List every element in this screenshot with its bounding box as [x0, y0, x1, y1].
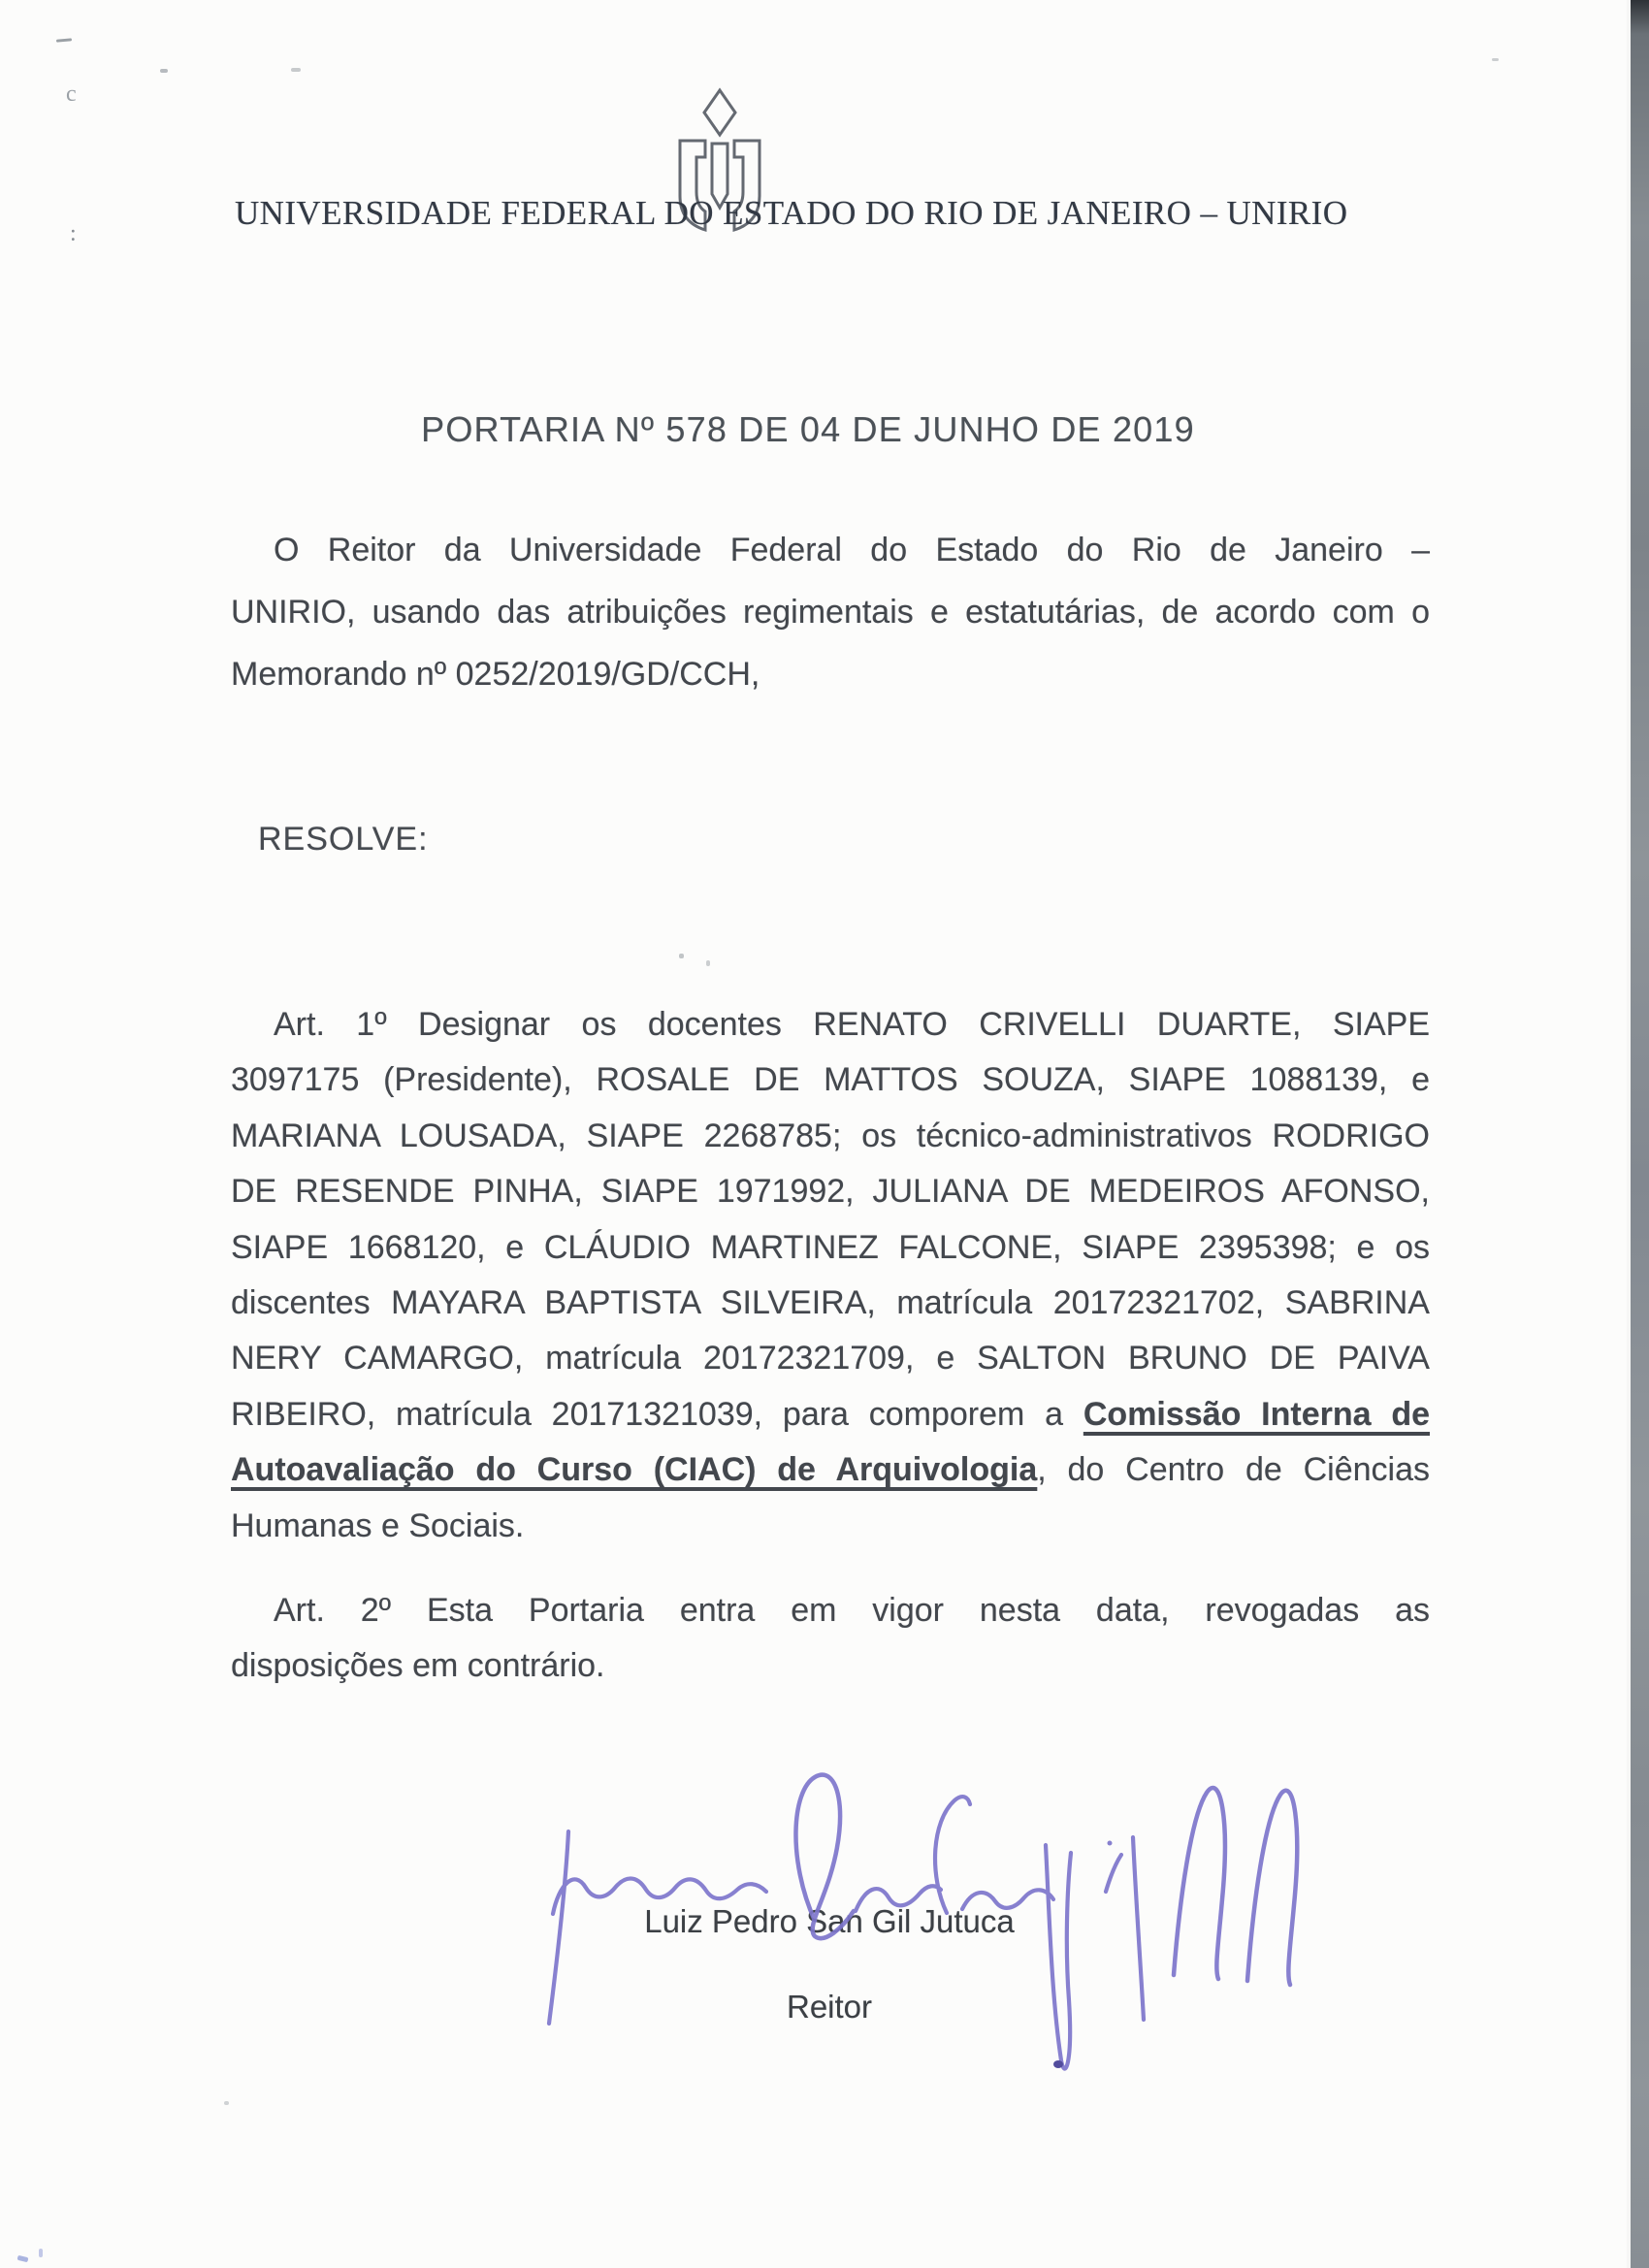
- paragraph-line: SIAPE 1668120, e CLÁUDIO MARTINEZ FALCONE, SIAPE 2395398; e os: [231, 1228, 1430, 1266]
- signature-stroke: [1174, 1788, 1225, 1979]
- paragraph-line: NERY CAMARGO, matrícula 20172321709, e SALTON BRUNO DE PAIVA: [231, 1340, 1430, 1377]
- signatory-name: Luiz Pedro San Gil Jutuca: [644, 1903, 1015, 1939]
- paragraph-line: [231, 1387, 1430, 1442]
- paragraph-line: DE RESENDE PINHA, SIAPE 1971992, JULIANA DE MEDEIROS AFONSO,: [231, 1173, 1430, 1211]
- resolve-label: RESOLVE:: [258, 821, 429, 858]
- scan-speck: [291, 68, 301, 72]
- signature-stroke: [1247, 1791, 1297, 1985]
- scanner-edge-artifact: [1627, 0, 1649, 2268]
- scan-speck: c: [66, 81, 77, 107]
- paragraph-line: disposições em contrário.: [231, 1647, 605, 1685]
- signatory-role: Reitor: [786, 1989, 873, 2025]
- scan-speck: [1492, 58, 1499, 61]
- signature-stroke: [1106, 1855, 1121, 1892]
- logo-diamond: [704, 90, 735, 135]
- signature-stroke: [1046, 1845, 1071, 2069]
- paragraph-line: [231, 1442, 1430, 1498]
- scan-speck: [160, 69, 168, 73]
- preamble-paragraph: [231, 519, 1430, 705]
- paragraph-line: MARIANA LOUSADA, SIAPE 2268785; os técnico-administrativos RODRIGO: [231, 1117, 1430, 1154]
- scan-speck: [56, 38, 72, 42]
- university-name: UNIVERSIDADE FEDERAL DO ESTADO DO RIO DE JANEIRO – UNIRIO: [235, 194, 1348, 232]
- scan-speck: [224, 2101, 229, 2105]
- paragraph-line: Art. 1º Designar os docentes RENATO CRIVELLI DUARTE, SIAPE: [274, 1006, 1430, 1043]
- scan-speck: :: [70, 221, 77, 246]
- signature-stroke: [935, 1797, 970, 1913]
- document-title: PORTARIA Nº 578 DE 04 DE JUNHO DE 2019: [421, 409, 1195, 449]
- commission-name-bold: Autoavaliação do Curso (CIAC) de Arquivologia: [231, 1451, 1038, 1489]
- paragraph-line: discentes MAYARA BAPTISTA SILVEIRA, matrícula 20172321702, SABRINA: [231, 1284, 1430, 1322]
- paragraph-line: 3097175 (Presidente), ROSALE DE MATTOS SOUZA, SIAPE 1088139, e: [231, 1061, 1430, 1099]
- scan-speck: [17, 2255, 29, 2263]
- scan-speck: [679, 954, 684, 958]
- scan-speck: [39, 2249, 43, 2257]
- line-regular-segment: RIBEIRO, matrícula 20171321039, para comporem a: [231, 1395, 1083, 1433]
- scan-speck: [706, 960, 710, 966]
- signature-ink-blob: [1053, 2060, 1063, 2068]
- line-regular-segment: , do Centro de Ciências: [1037, 1451, 1430, 1489]
- article-2-paragraph: [231, 1583, 1430, 1695]
- signature-ink-dot: [1108, 1841, 1113, 1846]
- paragraph-line: O Reitor da Universidade Federal do Estado do Rio de Janeiro –: [274, 532, 1430, 568]
- article-1-paragraph: [231, 997, 1430, 1554]
- paragraph-line: UNIRIO, usando das atribuições regimentais e estatutárias, de acordo com o: [231, 594, 1430, 631]
- commission-name-bold: Comissão Interna de: [1083, 1395, 1430, 1433]
- paragraph-line: Memorando nº 0252/2019/GD/CCH,: [231, 656, 760, 693]
- paragraph-line: Humanas e Sociais.: [231, 1507, 525, 1544]
- paragraph-line: Art. 2º Esta Portaria entra em vigor nesta data, revogadas as: [274, 1592, 1430, 1629]
